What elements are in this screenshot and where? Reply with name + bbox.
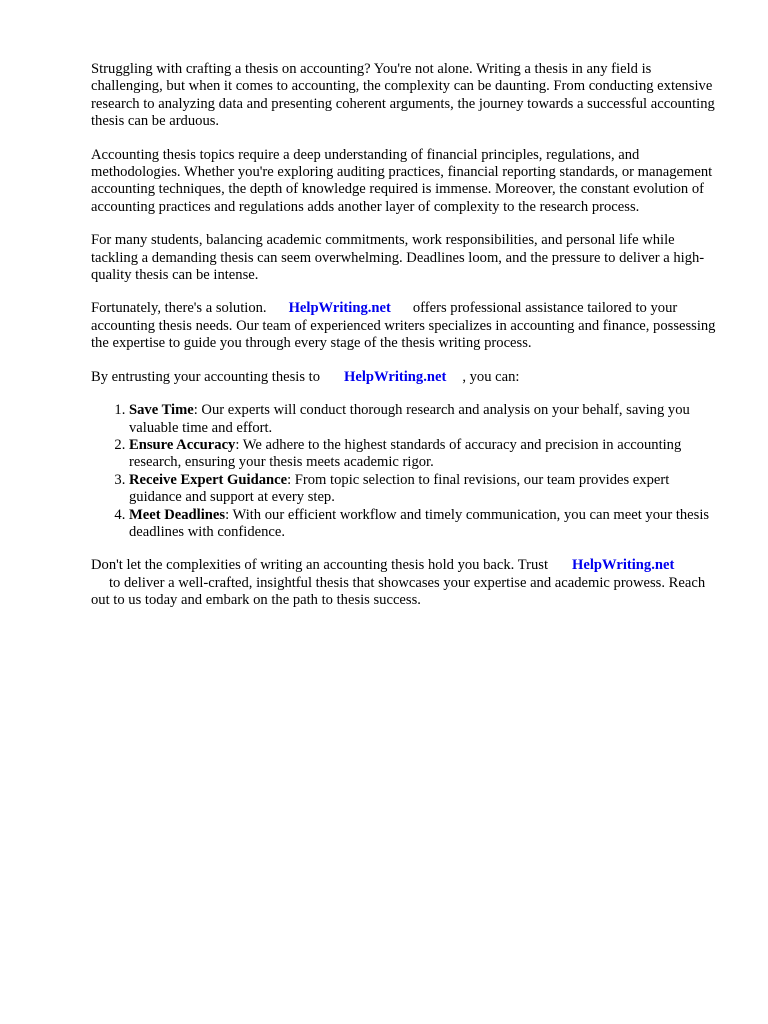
intro-paragraph-3: For many students, balancing academic commitments, work responsibilities, and personal life while tackling a demanding thesis can seem overwhelming. Deadlines loom, and the pressure to deliver a high-quality thesis can be intense.: [91, 232, 705, 284]
closing-text-after: to deliver a well-crafted, insightful thesis that showcases your expertise and academic prowess. Reach out to us today and embark on the path to thesis success.: [91, 574, 706, 609]
closing-text-before: Don't let the complexities of writing an accounting thesis hold you back. Trust: [91, 557, 549, 574]
helpwriting-link-closing[interactable]: HelpWriting.net: [572, 557, 675, 574]
entrust-paragraph: [91, 369, 721, 386]
benefit-title: Meet Deadlines: [129, 506, 226, 523]
benefit-title: Save Time: [129, 402, 194, 419]
benefit-text: : With our efficient workflow and timely communication, you can meet your thesis deadlines with confidence.: [129, 506, 710, 540]
benefit-text: : We adhere to the highest standards of accuracy and precision in accounting research, ensuring your thesis meets academic rigor.: [129, 436, 682, 471]
benefit-text: : Our experts will conduct thorough research and analysis on your behalf, saving you valuable time and effort.: [129, 402, 690, 436]
entrust-text-before: By entrusting your accounting thesis to: [91, 368, 321, 385]
solution-text-before: Fortunately, there's a solution.: [91, 300, 267, 317]
benefit-title: Receive Expert Guidance: [129, 471, 288, 488]
benefit-item-expert-guidance: [129, 472, 721, 507]
document-page: [91, 61, 721, 626]
benefit-text: : From topic selection to final revisions, our team provides expert guidance and support at every step.: [129, 471, 670, 506]
solution-text-after: offers professional assistance tailored to your accounting thesis needs. Our team of experienced writers specializes in accounting and finance, possessing the expertise to guide you through every stage of the thesis writing process.: [91, 300, 716, 352]
entrust-text-after: , you can:: [462, 368, 520, 385]
benefit-item-ensure-accuracy: [129, 437, 721, 472]
solution-paragraph: [91, 300, 721, 352]
benefit-item-meet-deadlines: [129, 507, 721, 542]
intro-paragraph-1: Struggling with crafting a thesis on accounting? You're not alone. Writing a thesis in any field is challenging, but when it comes to accounting, the complexity can be daunting. From conducting extensive research to analyzing data and presenting coherent arguments, the journey towards a successful accounting thesis can be arduous.: [91, 61, 715, 130]
closing-paragraph: [91, 557, 721, 609]
benefit-item-save-time: [129, 402, 721, 437]
intro-paragraph-2: Accounting thesis topics require a deep understanding of financial principles, regulations, and methodologies. Whether you're exploring auditing practices, financial reporting standards, or management accounting techniques, the depth of knowledge required is immense. Moreover, the constant evolution of accounting practices and regulations adds another layer of complexity to the research process.: [91, 146, 713, 215]
helpwriting-link-solution[interactable]: HelpWriting.net: [288, 300, 391, 317]
benefits-list: [91, 402, 721, 541]
benefit-title: Ensure Accuracy: [129, 436, 236, 453]
helpwriting-link-entrust[interactable]: HelpWriting.net: [344, 368, 447, 385]
